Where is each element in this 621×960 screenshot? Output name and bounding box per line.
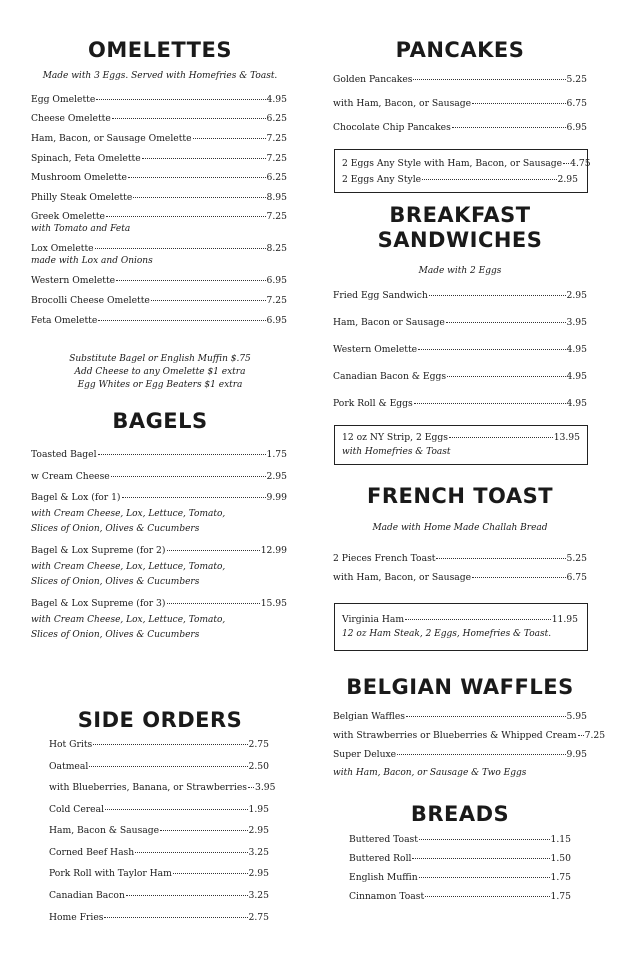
menu-item: Bagel & Lox Supreme (for 3) 15.95 [31,598,287,609]
menu-item: Super Deluxe 9.95 [333,749,587,760]
item-note: with Cream Cheese, Lox, Lettuce, Tomato, [31,615,226,625]
menu-item: Buttered Roll 1.50 [349,853,571,864]
breakfast-sandwiches-heading-line2: SANDWICHES [377,228,543,252]
bagels-heading: BAGELS [112,409,208,433]
menu-item: Belgian Waffles 5.95 [333,711,587,722]
menu-item: Cinnamon Toast 1.75 [349,891,571,902]
menu-item: Ham, Bacon, or Sausage Omelette 7.25 [31,133,287,144]
menu-item: Golden Pancakes 5.25 [333,74,587,85]
menu-item: Spinach, Feta Omelette 7.25 [31,153,287,164]
menu-item: Philly Steak Omelette 8.95 [31,192,287,203]
item-note: with Homefries & Toast [342,447,451,457]
menu-item: with Ham, Bacon, or Sausage 6.75 [333,572,587,583]
menu-item: Hot Grits 2.75 [49,739,269,750]
menu-item: with Ham, Bacon, or Sausage 6.75 [333,98,587,109]
omelettes-subtitle: Made with 3 Eggs. Served with Homefries & Toast. [42,71,278,81]
menu-item: Canadian Bacon & Eggs 4.95 [333,371,587,382]
french-toast-heading: FRENCH TOAST [366,484,554,508]
menu-item: Oatmeal 2.50 [49,761,269,772]
menu-item: 2 Eggs Any Style 2.95 [342,174,578,185]
omelette-extra: Egg Whites or Egg Beaters $1 extra [77,380,243,390]
menu-item: 2 Pieces French Toast 5.25 [333,553,587,564]
side-orders-heading: SIDE ORDERS [77,708,243,732]
belgian-waffles-heading: BELGIAN WAFFLES [346,675,574,699]
menu-item: Bagel & Lox (for 1) 9.99 [31,492,287,503]
eggs-box [334,149,591,193]
menu-item: Virginia Ham 11.95 [342,614,578,625]
omelette-extra: Add Cheese to any Omelette $1 extra [74,367,246,377]
menu-item: Greek Omelette 7.25 [31,211,287,222]
menu-item: English Muffin 1.75 [349,872,571,883]
menu-item: Ham, Bacon or Sausage 3.95 [333,317,587,328]
menu-item: Egg Omelette 4.95 [31,94,287,105]
menu-item: Bagel & Lox Supreme (for 2) 12.99 [31,545,287,556]
menu-item: Mushroom Omelette 6.25 [31,172,287,183]
item-note: made with Lox and Onions [31,256,153,266]
omelette-extra: Substitute Bagel or English Muffin $.75 [69,354,251,364]
item-note: 12 oz Ham Steak, 2 Eggs, Homefries & Toast. [342,629,552,639]
menu-item: Brocolli Cheese Omelette 7.25 [31,295,287,306]
menu-item: Chocolate Chip Pancakes 6.95 [333,122,587,133]
menu-item: Fried Egg Sandwich 2.95 [333,290,587,301]
menu-item: Pork Roll & Eggs 4.95 [333,398,587,409]
steak-box [334,425,588,465]
item-note: Slices of Onion, Olives & Cucumbers [31,577,200,587]
menu-item: Lox Omelette 8.25 [31,243,287,254]
menu-item: with Blueberries, Banana, or Strawberries 3.95 [49,782,276,793]
menu-item: 2 Eggs Any Style with Ham, Bacon, or Sausage 4.75 [342,158,591,169]
item-note: with Cream Cheese, Lox, Lettuce, Tomato, [31,509,226,519]
item-note: with Tomato and Feta [31,224,131,234]
menu-item: Toasted Bagel 1.75 [31,449,287,460]
item-note: with Cream Cheese, Lox, Lettuce, Tomato, [31,562,226,572]
ham-box [334,603,588,651]
menu-item: Cheese Omelette 6.25 [31,113,287,124]
menu-item: Western Omelette 6.95 [31,275,287,286]
menu-item: Pork Roll with Taylor Ham 2.95 [49,868,269,879]
menu-item: with Strawberries or Blueberries & Whipped Cream 7.25 [333,730,606,741]
item-note: with Ham, Bacon, or Sausage & Two Eggs [333,768,527,778]
menu-item: Feta Omelette 6.95 [31,315,287,326]
menu-item: Ham, Bacon & Sausage 2.95 [49,825,269,836]
menu-item: Buttered Toast 1.15 [349,834,571,845]
breakfast-sandwiches-subtitle: Made with 2 Eggs [418,266,502,276]
item-note: Slices of Onion, Olives & Cucumbers [31,524,200,534]
menu-item: Home Fries 2.75 [49,912,269,923]
menu-item: Canadian Bacon 3.25 [49,890,269,901]
french-toast-subtitle: Made with Home Made Challah Bread [372,523,548,533]
pancakes-heading: PANCAKES [395,38,525,62]
menu-item: w Cream Cheese 2.95 [31,471,287,482]
breads-heading: BREADS [410,802,510,826]
menu-item: Corned Beef Hash 3.25 [49,847,269,858]
item-note: Slices of Onion, Olives & Cucumbers [31,630,200,640]
breakfast-sandwiches-heading-line1: BREAKFAST [389,203,531,227]
omelettes-heading: OMELETTES [88,38,232,62]
menu-item: 12 oz NY Strip, 2 Eggs 13.95 [342,432,580,443]
menu-item: Western Omelette 4.95 [333,344,587,355]
menu-item: Cold Cereal 1.95 [49,804,269,815]
